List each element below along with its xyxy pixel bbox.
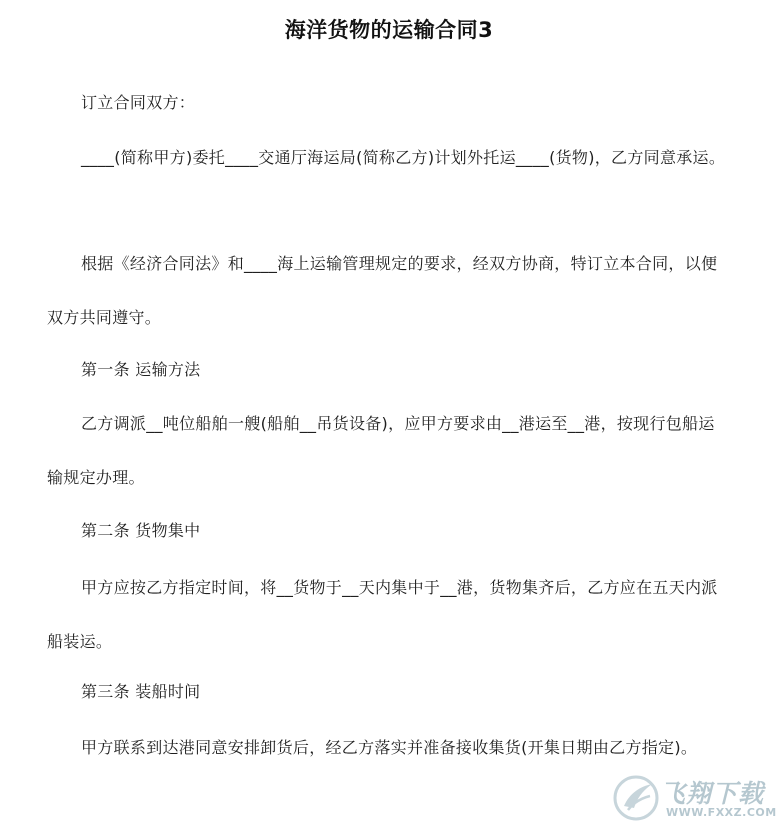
article-1-heading: 第一条 运输方法 bbox=[81, 360, 201, 379]
article-2-body: 甲方应按乙方指定时间，将__货物于__天内集中于__港，货物集齐后，乙方应在五天内派船装运。 bbox=[47, 578, 718, 651]
site-watermark bbox=[612, 772, 777, 824]
paragraph-basis: 根据《经济合同法》和____海上运输管理规定的要求，经双方协商，特订立本合同，以便双方共同遵守。 bbox=[47, 254, 718, 327]
article-3-heading: 第三条 装船时间 bbox=[81, 682, 201, 701]
watermark-url: WWW.FXXZ.COM bbox=[666, 806, 777, 819]
document-title: 海洋货物的运输合同3 bbox=[284, 18, 494, 42]
watermark-logo-icon bbox=[612, 772, 664, 824]
article-3-body: 甲方联系到达港同意安排卸货后，经乙方落实并准备接收集货(开集日期由乙方指定)。 bbox=[81, 738, 698, 757]
article-1-body: 乙方调派__吨位船舶一艘(船舶__吊货设备)，应甲方要求由__港运至__港，按现行包船运输规定办理。 bbox=[47, 414, 715, 487]
paragraph-parties: 订立合同双方： bbox=[81, 93, 196, 112]
article-2-heading: 第二条 货物集中 bbox=[81, 521, 201, 540]
watermark-brand: 飞翔下载 bbox=[660, 779, 765, 808]
paragraph-entrustment: ____(简称甲方)委托____交通厅海运局(简称乙方)计划外托运____(货物)，乙方同意承运。 bbox=[81, 148, 726, 167]
